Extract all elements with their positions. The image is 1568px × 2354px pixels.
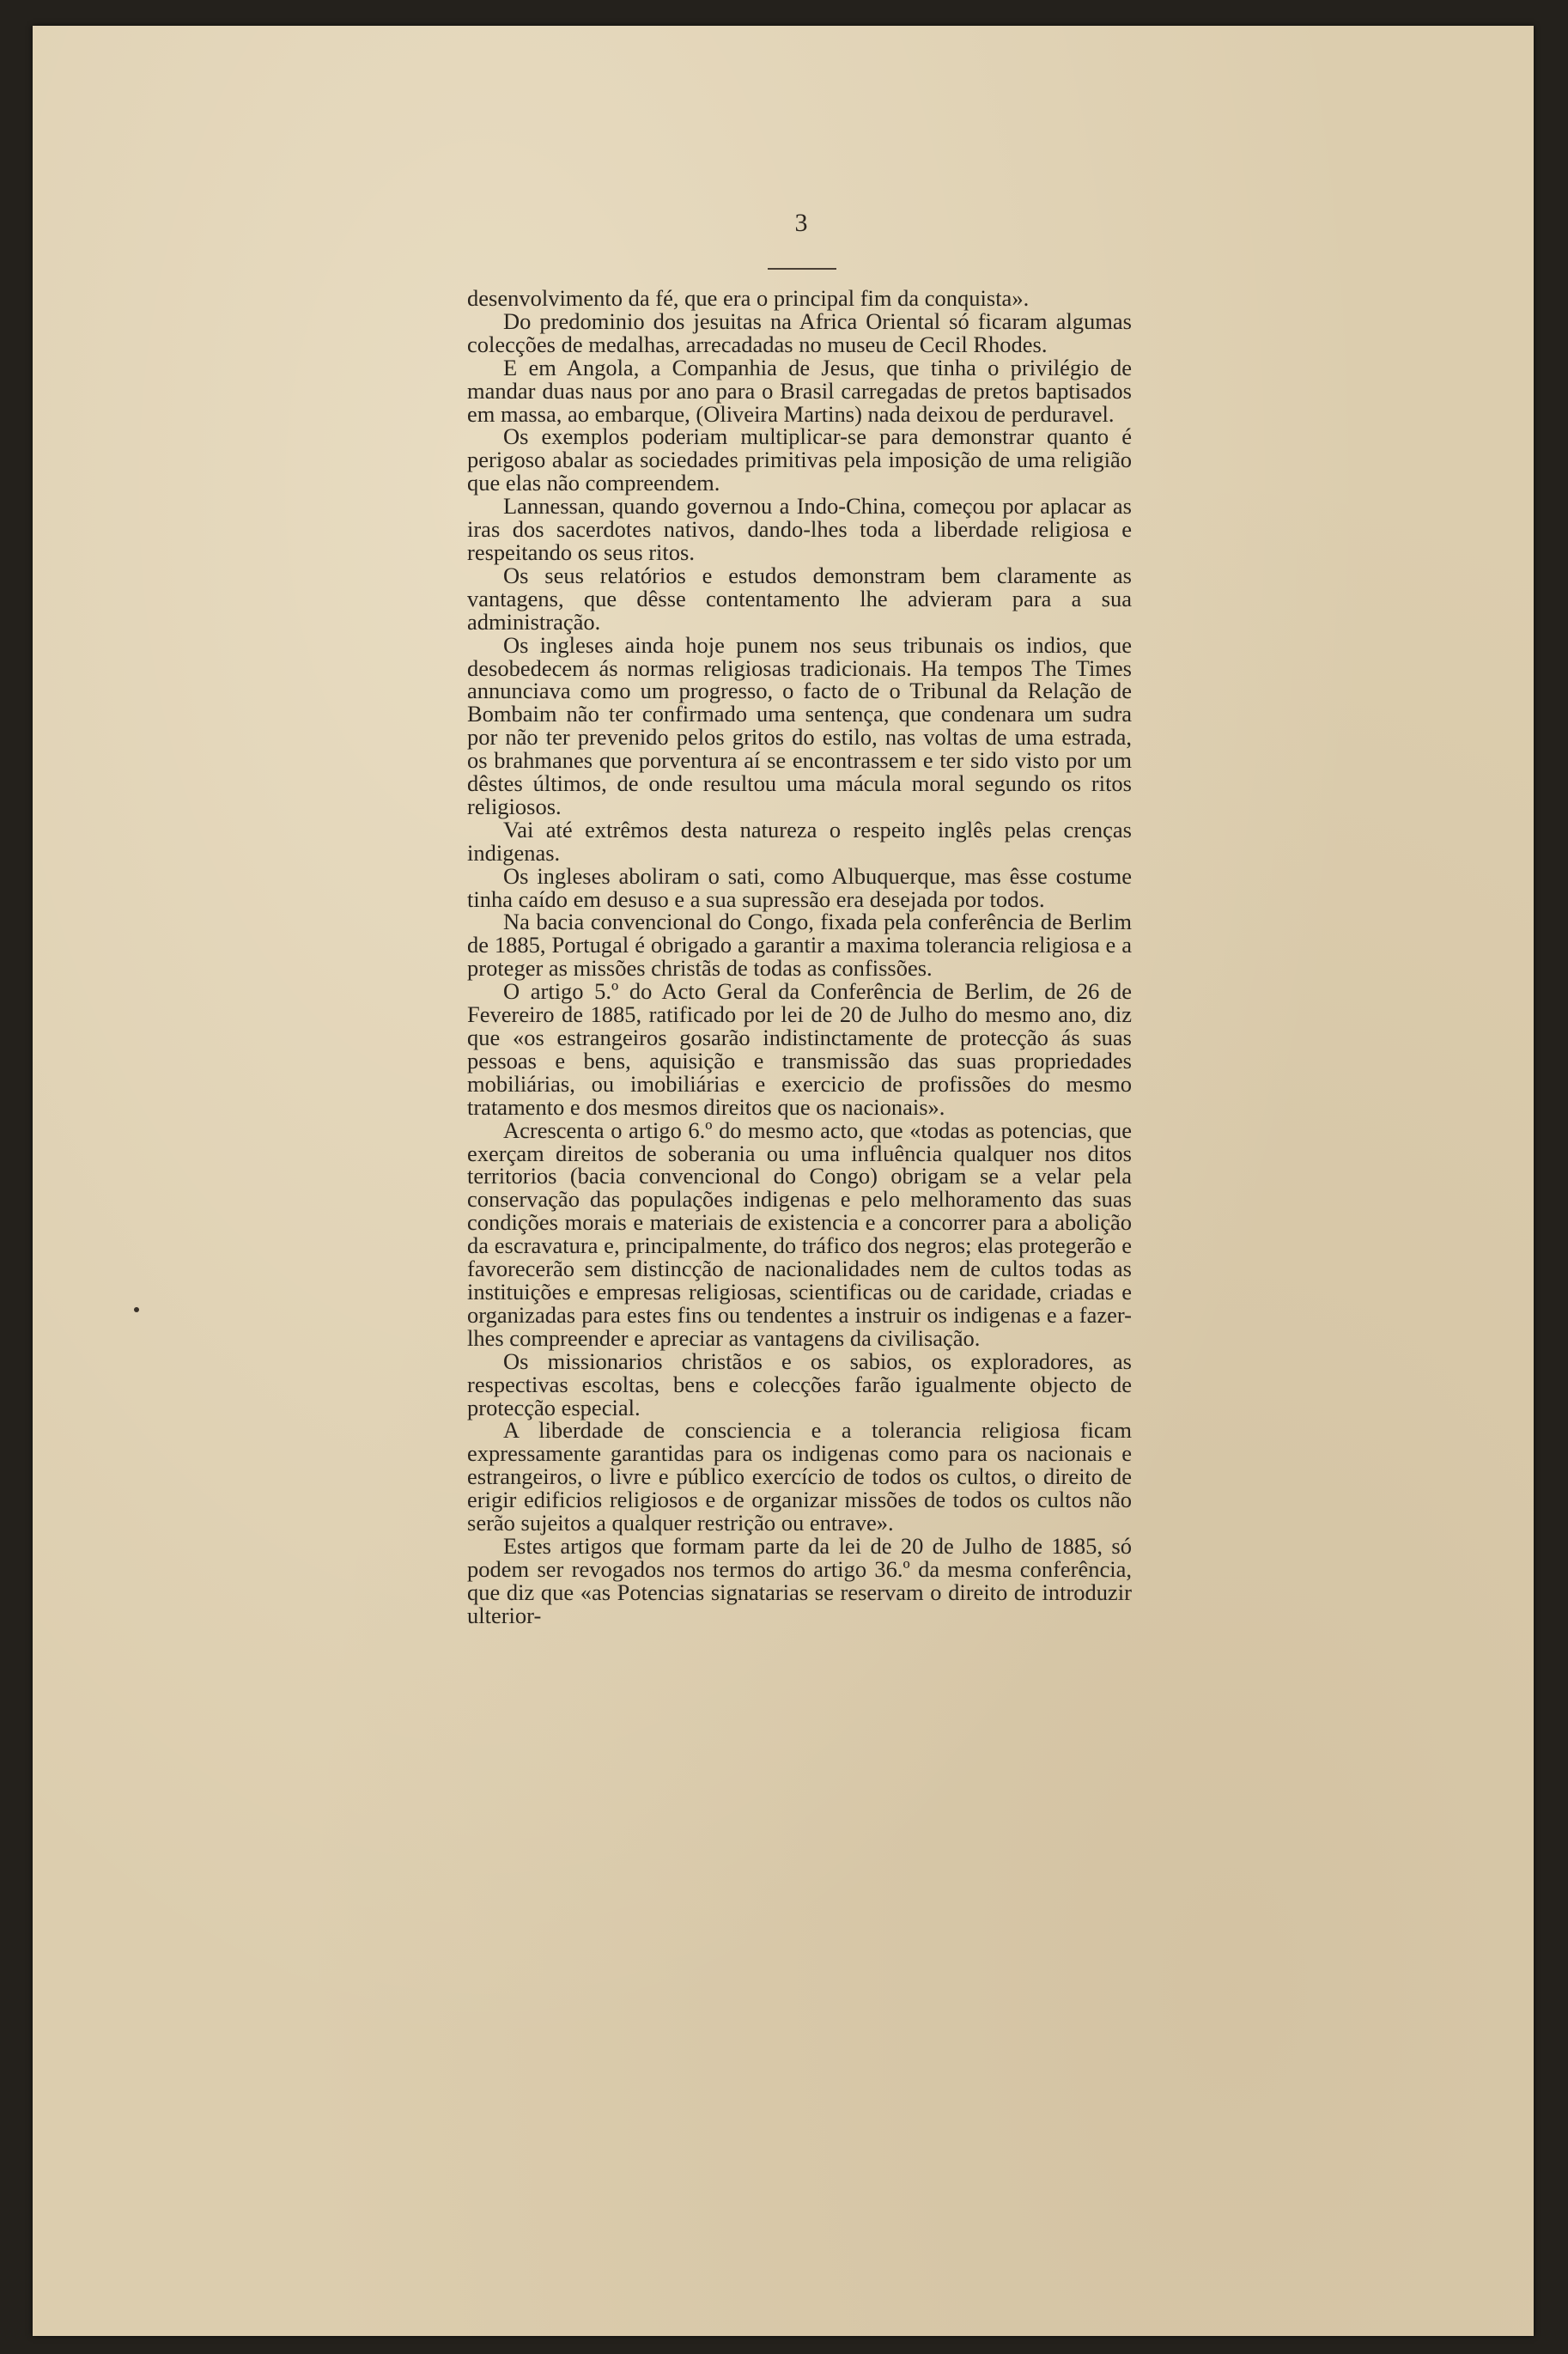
paragraph: Os missionarios christãos e os sabios, os exploradores, as respectivas escoltas, bens e colecções farão igualmente objecto de protecção especial.: [467, 1347, 1132, 1420]
paragraph: Estes artigos que formam parte da lei de 20 de Julho de 1885, só podem ser revogados nos termos do artigo 36.º da mesma conferência, que diz que «as Potencias signatarias se reservam o direito de introduzir ulterior-: [467, 1532, 1132, 1628]
paragraph: Acrescenta o artigo 6.º do mesmo acto, que «todas as potencias, que exerçam direitos de soberania ou uma influência qualquer nos ditos territorios (bacia convencional do Congo) obrigam se a velar pela conservação das populações indigenas e pelo melhoramento das suas condições morais e materiais de existencia e a concorrer para a abolição da escravatura e, principalmente, do tráfico dos negros; elas protegerão e favorecerão sem distincção de nacionalidades nem de cultos todas as instituições e empresas religiosas, scientificas ou de caridade, criadas e organizadas para estes fins ou tendentes a instruir os indigenas e a fazer-lhes compreender e apreciar as vantagens da civilisação.: [467, 1116, 1132, 1351]
paragraph: Os ingleses ainda hoje punem nos seus tribunais os indios, que desobedecem ás normas religiosas tradicionais. Ha tempos The Times annunciava como um progresso, o facto de o Tribunal da Relação de Bombaim não ter confirmado uma sentença, que condenara um sudra por não ter prevenido pelos gritos do estilo, nas voltas de uma estrada, os brahmanes que porventura aí se encontrassem e ter sido visto por um dêstes últimos, de onde resultou uma mácula moral segundo os ritos religiosos.: [467, 631, 1132, 819]
paragraph: E em Angola, a Companhia de Jesus, que tinha o privilégio de mandar duas naus por ano para o Brasil carregadas de pretos baptisados em massa, ao embarque, (Oliveira Martins) nada deixou de perduravel.: [467, 354, 1132, 427]
paper-speck: [134, 1307, 139, 1312]
paragraph: O artigo 5.º do Acto Geral da Conferência de Berlim, de 26 de Fevereiro de 1885, ratificado por lei de 20 de Julho do mesmo ano, diz que «os estrangeiros gosarão indistinctamente de protecção ás suas pessoas e bens, aquisição e transmissão das suas propriedades mobiliárias, ou imobiliárias e exercicio de profissões do mesmo tratamento e dos mesmos direitos que os nacionais».: [467, 978, 1132, 1120]
paragraph: Vai até extrêmos desta natureza o respeito inglês pelas crenças indigenas.: [467, 816, 1132, 866]
page-number-rule: [768, 268, 836, 270]
paragraph: Na bacia convencional do Congo, fixada pela conferência de Berlim de 1885, Portugal é obrigado a garantir a maxima tolerancia religiosa e a proteger as missões christãs de todas as confissões.: [467, 909, 1132, 982]
document-page: [33, 26, 1534, 2336]
paragraph: Lannessan, quando governou a Indo-China, começou por aplacar as iras dos sacerdotes nativos, dando-lhes toda a liberdade religiosa e respeitando os seus ritos.: [467, 493, 1132, 565]
paragraph: desenvolvimento da fé, que era o principal fim da conquista».: [467, 285, 1030, 311]
paragraph: Os exemplos poderiam multiplicar-se para demonstrar quanto é perigoso abalar as sociedades primitivas pela imposição de uma religião que elas não compreendem.: [467, 423, 1132, 496]
page-number: 3: [794, 209, 808, 237]
paragraph: Do predominio dos jesuitas na Africa Oriental só ficaram algumas colecções de medalhas, arrecadadas no museu de Cecil Rhodes.: [467, 307, 1132, 357]
paragraph: Os seus relatórios e estudos demonstram bem claramente as vantagens, que dêsse contentamento lhe advieram para a sua administração.: [467, 562, 1132, 635]
body-text: [467, 287, 1132, 1627]
paragraph: Os ingleses aboliram o sati, como Albuquerque, mas êsse costume tinha caído em desuso e a sua supressão era desejada por todos.: [467, 862, 1132, 912]
paragraph: A liberdade de consciencia e a tolerancia religiosa ficam expressamente garantidas para os indigenas como para os nacionais e estrangeiros, o livre e público exercício de todos os cultos, o direito de erigir edificios religiosos e de organizar missões de todos os cultos não serão sujeitos a qualquer restrição ou entrave».: [467, 1417, 1132, 1536]
